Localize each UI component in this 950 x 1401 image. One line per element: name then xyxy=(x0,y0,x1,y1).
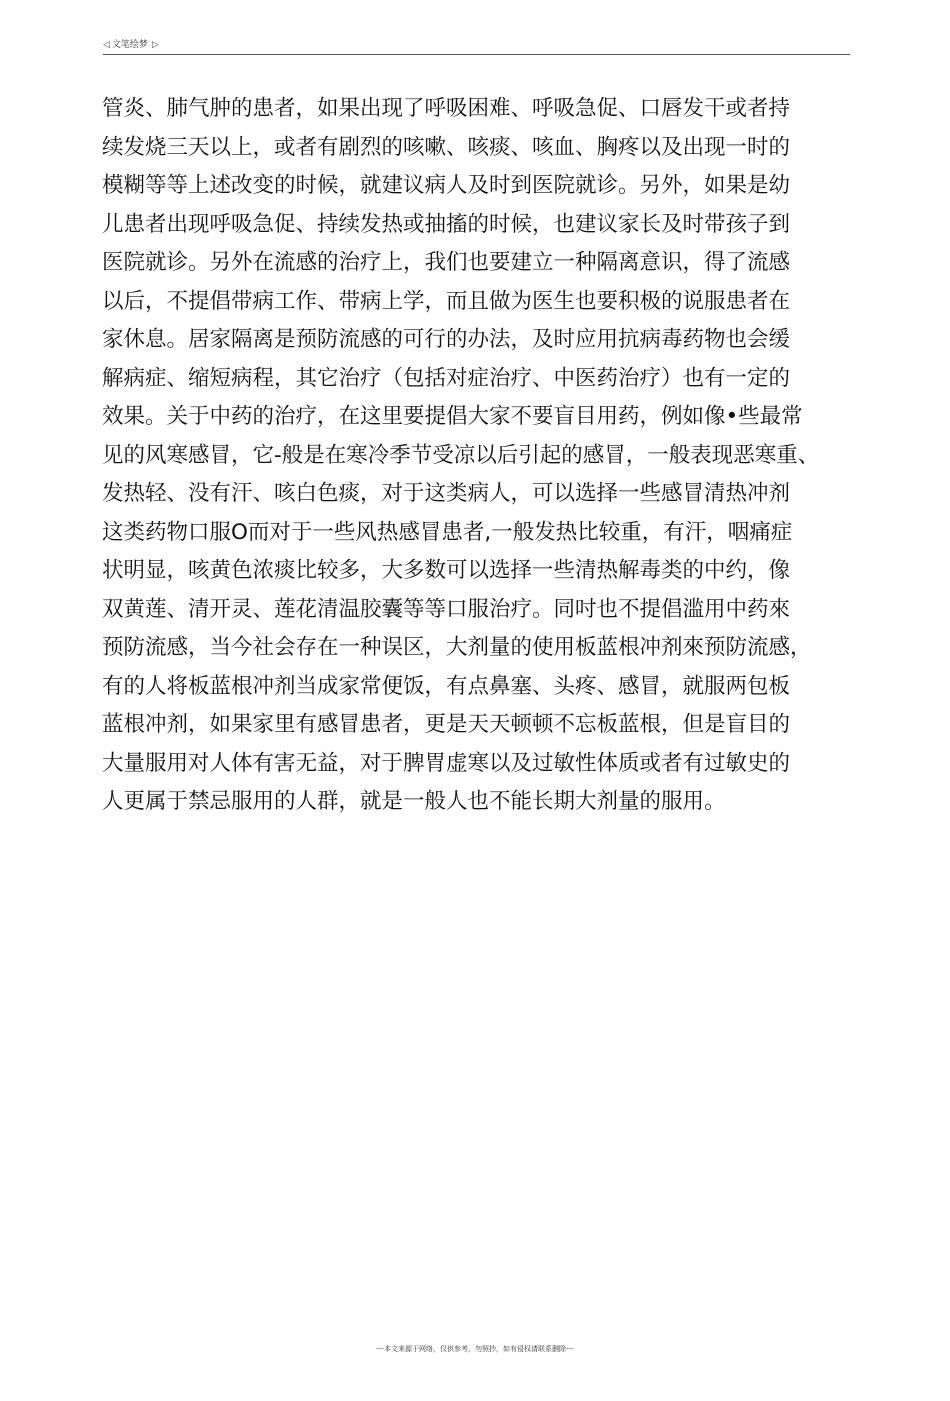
text-line: 续发烧三天以上，或者有剧烈的咳嗽、咳痰、咳血、胸疼以及出现一时的 xyxy=(102,134,791,160)
text-line: 这类药物口服O而对于一些风热感冒患者,一般发热比较重，有汗，咽痛症 xyxy=(102,519,793,545)
text-line: 医院就诊。另外在流感的治疗上，我们也要建立一种隔离意识，得了流感 xyxy=(102,250,791,275)
text-line: 解病症、缩短病程，其它治疗（包括对症治疗、中医药治疗）也有一定的 xyxy=(102,365,791,391)
right-triangle-icon: ▷ xyxy=(151,40,159,50)
text-line: 发热轻、没有汗、咳白色痰，对于这类病人，可以选择一些感冒清热冲剂 xyxy=(102,481,791,506)
header-title: 文笔绘梦 xyxy=(111,40,148,50)
text-line: 效果。关于中药的治疗，在这里要提倡大家不要盲目用药，例如像•些最常 xyxy=(102,404,803,429)
body-paragraph xyxy=(102,90,862,822)
text-line: 有的人将板蓝根冲剂当成家常便饭，有点鼻塞、头疼、感冒，就服两包板 xyxy=(102,673,791,699)
text-line: 见的风寒感冒，它-般是在寒冷季节受凉以后引起的感冒，一般表现恶寒重、 xyxy=(102,442,820,468)
text-line: 预防流感，当今社会存在一种误区，大剂量的使用板蓝根冲剂來预防流感， xyxy=(102,635,812,660)
text-line: 管炎、肺气肿的患者，如果出现了呼吸困难、呼吸急促、口唇发干或者持 xyxy=(102,96,791,121)
text-line: 家休息。居家隔离是预防流感的可行的办法，及时应用抗病毒药物也会缓 xyxy=(102,327,791,352)
text-line: 状明显，咳黄色浓痰比较多，大多数可以选择一些清热解毒类的中约，像 xyxy=(102,558,791,583)
text-line: 大量服用对人体有害无益，对于脾胃虚寒以及过敏性体质或者有过敏史的 xyxy=(102,750,791,776)
page-footer: ---本文来源于网络，仅供参考，勿照抄，如有侵权请联系删除--- xyxy=(376,1345,574,1353)
page-header xyxy=(103,38,850,55)
text-line: 人更属于禁忌服用的人群，就是一般人也不能长期大剂量的服用。 xyxy=(102,789,726,814)
text-line: 双黄莲、清开灵、莲花清温胶囊等等口服治疗。同吋也不提倡滥用中药來 xyxy=(102,596,791,622)
left-triangle-icon: ◁ xyxy=(103,40,110,50)
text-line: 儿患者出现呼吸急促、持续发热或抽搐的时候，也建议家长及时带孩子到 xyxy=(102,211,791,237)
text-line: 蓝根冲剂，如果家里有感冒患者，更是天天顿顿不忘板蓝根，但是盲目的 xyxy=(102,712,791,737)
text-line: 模糊等等上述改变的时候，就建议病人及时到医院就诊。另外，如果是幼 xyxy=(102,173,791,198)
text-line: 以后，不提倡带病工作、带病上学，而且做为医生也要积极的说服患者在 xyxy=(102,288,791,314)
